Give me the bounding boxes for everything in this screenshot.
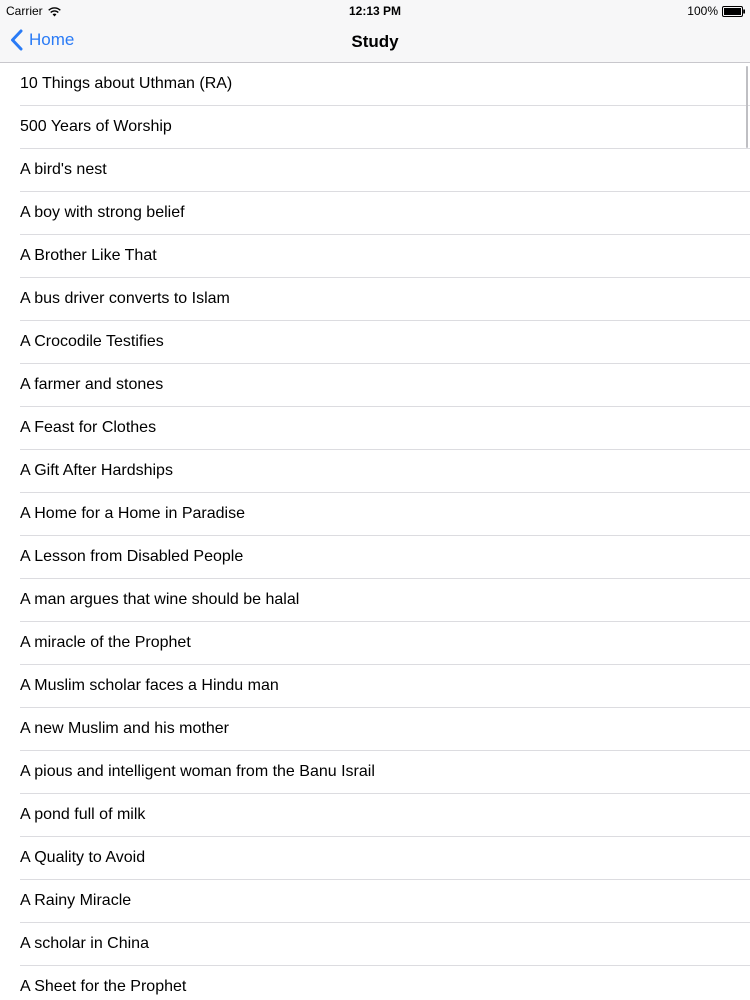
list-item[interactable] [0, 966, 750, 1000]
carrier-label: Carrier [6, 4, 43, 18]
list-item[interactable] [0, 106, 750, 149]
list-item[interactable] [0, 923, 750, 966]
list-item-label: A farmer and stones [20, 376, 164, 393]
list-item[interactable] [0, 493, 750, 536]
list-item-label: A Lesson from Disabled People [20, 548, 244, 565]
list-item-label: A new Muslim and his mother [20, 720, 229, 737]
top-bar [0, 0, 750, 63]
list-item-label: A man argues that wine should be halal [20, 591, 300, 608]
list-item[interactable] [0, 407, 750, 450]
list-item-label: A boy with strong belief [20, 204, 185, 221]
list-item-label: A Muslim scholar faces a Hindu man [20, 677, 279, 694]
list-item[interactable] [0, 149, 750, 192]
list-item-label: A Crocodile Testifies [20, 333, 164, 350]
list-item-label: A pious and intelligent woman from the Banu Israil [20, 763, 375, 780]
battery-indicator [687, 4, 744, 18]
list-item[interactable] [0, 63, 750, 106]
list-item[interactable] [0, 880, 750, 923]
list-item[interactable] [0, 837, 750, 880]
list-item[interactable] [0, 622, 750, 665]
list-item-label: A Home for a Home in Paradise [20, 505, 245, 522]
list-item-label: 10 Things about Uthman (RA) [20, 75, 233, 92]
list-item[interactable] [0, 192, 750, 235]
list-item-label: A Brother Like That [20, 247, 157, 264]
list-item-label: A bus driver converts to Islam [20, 290, 230, 307]
list-item-label: A bird's nest [20, 161, 107, 178]
page-title: Study [351, 32, 399, 51]
list-item-label: A Gift After Hardships [20, 462, 173, 479]
list-item-label: A pond full of milk [20, 806, 146, 823]
list-item-label: A miracle of the Prophet [20, 634, 191, 651]
list-item[interactable] [0, 751, 750, 794]
list-item-label: A Quality to Avoid [20, 849, 146, 866]
list-item[interactable] [0, 278, 750, 321]
navigation-bar [0, 20, 750, 63]
list-item[interactable] [0, 708, 750, 751]
list-item[interactable] [0, 665, 750, 708]
list-item-label: A Rainy Miracle [20, 892, 132, 909]
battery-full-icon [722, 6, 744, 16]
list-item-label: A Sheet for the Prophet [20, 978, 187, 995]
list-item[interactable] [0, 536, 750, 579]
list-item-label: 500 Years of Worship [20, 118, 172, 135]
status-bar [0, 0, 750, 20]
battery-percent: 100% [687, 4, 718, 18]
list-item[interactable] [0, 794, 750, 837]
list-item[interactable] [0, 235, 750, 278]
scrollbar[interactable] [746, 66, 749, 148]
list-item[interactable] [0, 364, 750, 407]
list-item-label: A scholar in China [20, 935, 149, 952]
back-button-label: Home [29, 30, 75, 49]
list-item[interactable] [0, 579, 750, 622]
list-item[interactable] [0, 321, 750, 364]
story-list [0, 63, 750, 1000]
clock: 12:13 PM [348, 4, 402, 18]
list-item-label: A Feast for Clothes [20, 419, 157, 436]
list-item[interactable] [0, 450, 750, 493]
